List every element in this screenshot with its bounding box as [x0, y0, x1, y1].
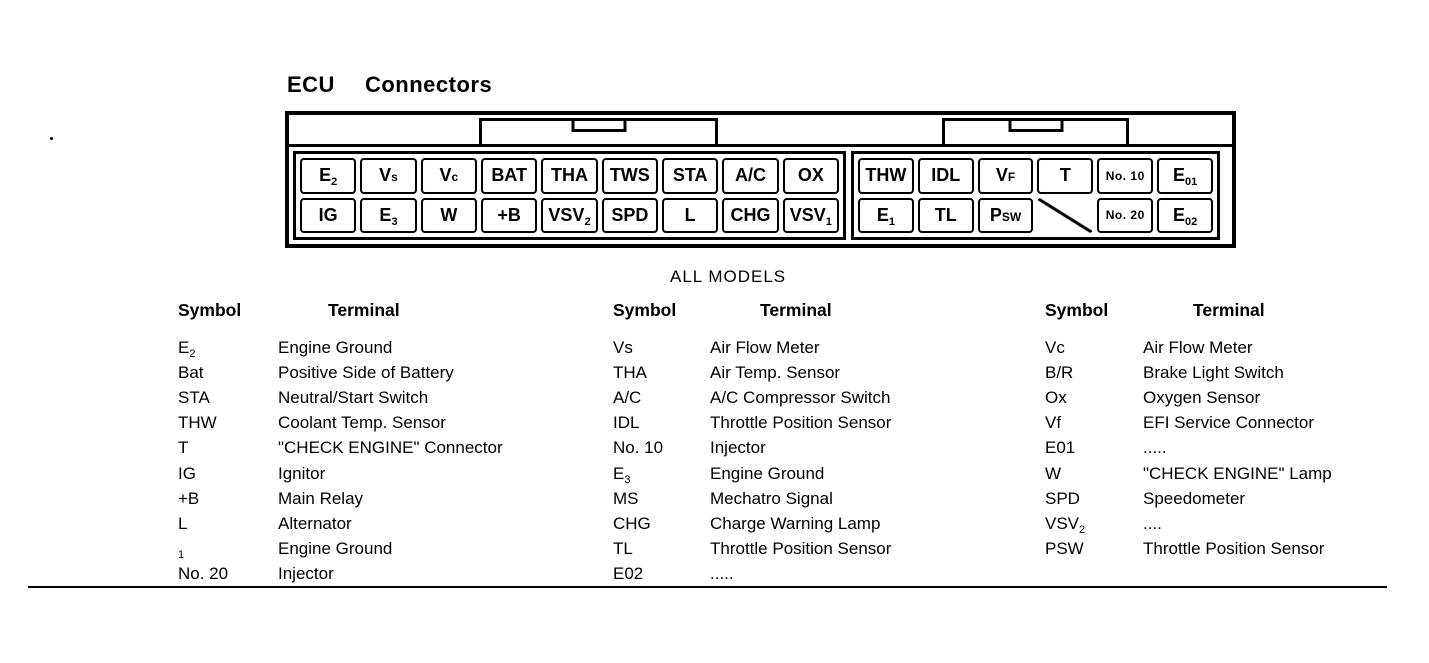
connector-cell — [421, 198, 477, 234]
connector-cell — [602, 158, 658, 194]
legend-terminal: Air Flow Meter — [1143, 337, 1253, 357]
legend-symbol: Vs — [613, 337, 633, 357]
symbol-column-header: Symbol — [1045, 300, 1109, 320]
connector-cell-label: $E_1$ — [876, 204, 895, 228]
page-title — [287, 72, 492, 98]
connector-cell — [602, 198, 658, 234]
legend-terminal: Injector — [710, 438, 766, 458]
connector-cell — [858, 198, 914, 234]
legend-row — [1045, 537, 1415, 562]
legend-row — [178, 562, 610, 587]
connector-cell — [783, 158, 839, 194]
connector-cell-label: A/C — [734, 165, 766, 186]
connector-cell — [1097, 198, 1153, 234]
legend-terminal: Injector — [278, 564, 334, 584]
legend-symbol: THW — [178, 413, 217, 433]
connector-cell — [918, 158, 974, 194]
legend-row — [613, 461, 1038, 486]
legend-header — [1045, 300, 1415, 321]
connector-tab-right-notch — [1008, 121, 1063, 132]
connector-cell-label: OX — [797, 165, 824, 186]
legend-row — [613, 562, 1038, 587]
terminal-column-header: Terminal — [1193, 300, 1265, 320]
legend-terminal: Positive Side of Battery — [278, 362, 454, 382]
connector-tab-right — [942, 118, 1129, 144]
legend-symbol: T — [178, 438, 189, 458]
connector-cell — [421, 158, 477, 194]
connector-cell — [541, 158, 597, 194]
legend-symbol: SPD — [1045, 488, 1080, 508]
connector-cell-label: T — [1059, 165, 1071, 186]
legend-symbol: $VSV_2$ — [1045, 513, 1086, 536]
connector-cell-label: $VSV_1$ — [789, 204, 832, 228]
legend-row — [613, 385, 1038, 410]
legend-row — [178, 360, 610, 385]
connector-cell-label: $E_3$ — [379, 204, 398, 228]
connector-cell — [858, 158, 914, 194]
legend-terminal: Coolant Temp. Sensor — [278, 413, 446, 433]
connector-cell — [1157, 198, 1213, 234]
legend-symbol: IG — [178, 463, 196, 483]
legend-row — [178, 385, 610, 410]
legend-row — [1045, 335, 1415, 360]
connector-cell-label: TWS — [609, 165, 650, 186]
connector-cell — [360, 158, 416, 194]
legend-symbol: STA — [178, 387, 210, 407]
legend-row — [1045, 385, 1415, 410]
legend-row — [178, 335, 610, 360]
connector-cell-label: Vc — [439, 165, 459, 186]
connector-cell-label: $E_{01}$ — [1172, 165, 1198, 189]
connector-cell — [1097, 158, 1153, 194]
legend-row — [613, 335, 1038, 360]
legend-row — [613, 537, 1038, 562]
connector-cell-label: $VSV_2$ — [548, 204, 591, 228]
connector-cell-label: W — [440, 204, 458, 225]
legend-terminal: Engine Ground — [278, 539, 393, 559]
legend-row — [178, 486, 610, 511]
legend-terminal: ..... — [1143, 438, 1167, 458]
legend-symbol: $E_2$ — [178, 337, 196, 360]
terminal-column-header: Terminal — [328, 300, 400, 320]
legend-row — [178, 461, 610, 486]
legend-rows — [613, 335, 1038, 587]
connector-cell — [300, 158, 356, 194]
connector-cell — [978, 198, 1034, 234]
connector-cell-label: STA — [672, 165, 708, 186]
connector-cell-label: $E_{02}$ — [1172, 204, 1198, 228]
legend-terminal: Speedometer — [1143, 488, 1246, 508]
legend-symbol: Bat — [178, 362, 204, 382]
symbol-column-header: Symbol — [178, 300, 242, 320]
legend-terminal: Oxygen Sensor — [1143, 387, 1261, 407]
legend-header — [178, 300, 610, 321]
legend-terminal: Air Temp. Sensor — [710, 362, 841, 382]
legend-row — [613, 486, 1038, 511]
page-title-word2: Connectors — [364, 72, 493, 97]
legend-terminal: Throttle Position Sensor — [710, 413, 892, 433]
legend-terminal: "CHECK ENGINE" Connector — [278, 438, 503, 458]
legend-symbol: No. 20 — [178, 564, 229, 584]
connector-cell-label: IDL — [931, 165, 961, 186]
legend-terminal: Alternator — [278, 513, 352, 533]
print-artifact-dot — [50, 137, 53, 140]
connector-cell-label: THA — [550, 165, 588, 186]
legend-terminal: Ignitor — [278, 463, 326, 483]
legend-row — [1045, 511, 1415, 536]
connector-cell — [783, 198, 839, 234]
legend-symbol: B/R — [1045, 362, 1074, 382]
connector-cell — [978, 158, 1034, 194]
connector-cell-label: THW — [865, 165, 907, 186]
legend-header — [613, 300, 1038, 321]
legend-terminal: Engine Ground — [710, 463, 825, 483]
legend-terminal: Charge Warning Lamp — [710, 513, 881, 533]
symbol-column-header: Symbol — [613, 300, 677, 320]
legend-terminal: .... — [1143, 513, 1162, 533]
legend-symbol: $E_3$ — [613, 463, 631, 486]
terminal-column-header: Terminal — [760, 300, 832, 320]
connector-cell — [662, 158, 718, 194]
connector-cell — [300, 198, 356, 234]
legend-row — [1045, 486, 1415, 511]
connector-tab-left — [479, 118, 718, 144]
legend-rows — [1045, 335, 1415, 562]
connector-cell — [1037, 158, 1093, 194]
legend-symbol: W — [1045, 463, 1062, 483]
legend-terminal: EFI Service Connector — [1143, 413, 1315, 433]
legend-row — [178, 511, 610, 536]
bottom-rule — [28, 586, 1387, 588]
legend-row — [178, 436, 610, 461]
connector-right-block — [851, 151, 1220, 240]
legend-row — [613, 436, 1038, 461]
legend-terminal: Mechatro Signal — [710, 488, 833, 508]
legend-symbol: No. 10 — [613, 438, 664, 458]
legend-symbol: 1 — [178, 549, 185, 562]
connector-cell — [541, 198, 597, 234]
connector-cell-label: VF — [995, 165, 1016, 186]
connector-cell — [722, 198, 778, 234]
connector-cell-label: No. 10 — [1105, 168, 1145, 183]
page-title-word1: ECU — [287, 72, 335, 97]
legend-row — [1045, 461, 1415, 486]
connector-left-block — [293, 151, 846, 240]
legend-symbol: E01 — [1045, 438, 1076, 458]
connector-cell-label: No. 20 — [1105, 208, 1145, 223]
connector-cell — [722, 158, 778, 194]
legend-symbol: Vc — [1045, 337, 1065, 357]
legend-group-2 — [613, 300, 1038, 587]
legend-rows — [178, 335, 610, 587]
legend-terminal: Neutral/Start Switch — [278, 387, 429, 407]
connector-cell — [481, 158, 537, 194]
connector-cell — [1157, 158, 1213, 194]
legend-symbol: TL — [613, 539, 633, 559]
connector-cell-label: SPD — [611, 204, 649, 225]
connector-cell — [481, 198, 537, 234]
legend-terminal: Throttle Position Sensor — [1143, 539, 1325, 559]
legend-terminal: Throttle Position Sensor — [710, 539, 892, 559]
connector-cell — [662, 198, 718, 234]
legend-terminal: Main Relay — [278, 488, 364, 508]
connector-cell-label: L — [684, 204, 696, 225]
all-models-heading: ALL MODELS — [670, 267, 787, 286]
legend-row — [613, 360, 1038, 385]
legend-symbol: IDL — [613, 413, 640, 433]
legend-symbol: CHG — [613, 513, 651, 533]
legend-row — [613, 411, 1038, 436]
connector-cell-label: CHG — [730, 204, 771, 225]
legend-symbol: Ox — [1045, 387, 1067, 407]
legend-terminal: Air Flow Meter — [710, 337, 820, 357]
connector-cell-label: PSW — [989, 204, 1022, 225]
legend-row — [178, 537, 610, 562]
connector-cell-label: $E_2$ — [319, 165, 338, 189]
legend-terminal: Brake Light Switch — [1143, 362, 1284, 382]
legend-symbol: MS — [613, 488, 639, 508]
legend-terminal: Engine Ground — [278, 337, 393, 357]
legend-row — [1045, 411, 1415, 436]
legend-symbol: THA — [613, 362, 647, 382]
connector-cell — [360, 198, 416, 234]
legend-symbol: Vf — [1045, 413, 1062, 433]
legend-row — [1045, 436, 1415, 461]
legend-row — [613, 511, 1038, 536]
legend-row — [1045, 360, 1415, 385]
legend-group-1 — [178, 300, 610, 587]
legend-terminal: A/C Compressor Switch — [710, 387, 891, 407]
connector-cell — [918, 198, 974, 234]
ecu-connector-diagram — [285, 111, 1236, 248]
legend-symbol: L — [178, 513, 188, 533]
legend-symbol: A/C — [613, 387, 642, 407]
legend-terminal: ..... — [710, 564, 734, 584]
legend-terminal: "CHECK ENGINE" Lamp — [1143, 463, 1332, 483]
connector-cell-label: +B — [497, 204, 521, 225]
connector-empty-cell — [1037, 198, 1093, 234]
legend-group-3 — [1045, 300, 1415, 562]
legend-symbol: +B — [178, 488, 200, 508]
legend-symbol: PSW — [1045, 539, 1084, 559]
connector-cell-label: Vs — [379, 165, 398, 186]
legend-row — [178, 411, 610, 436]
connector-cell-label: TL — [934, 204, 957, 225]
connector-cell-label: IG — [318, 204, 338, 225]
connector-cell-label: BAT — [491, 165, 527, 186]
connector-tab-left-notch — [571, 121, 626, 132]
legend-symbol: E02 — [613, 564, 644, 584]
